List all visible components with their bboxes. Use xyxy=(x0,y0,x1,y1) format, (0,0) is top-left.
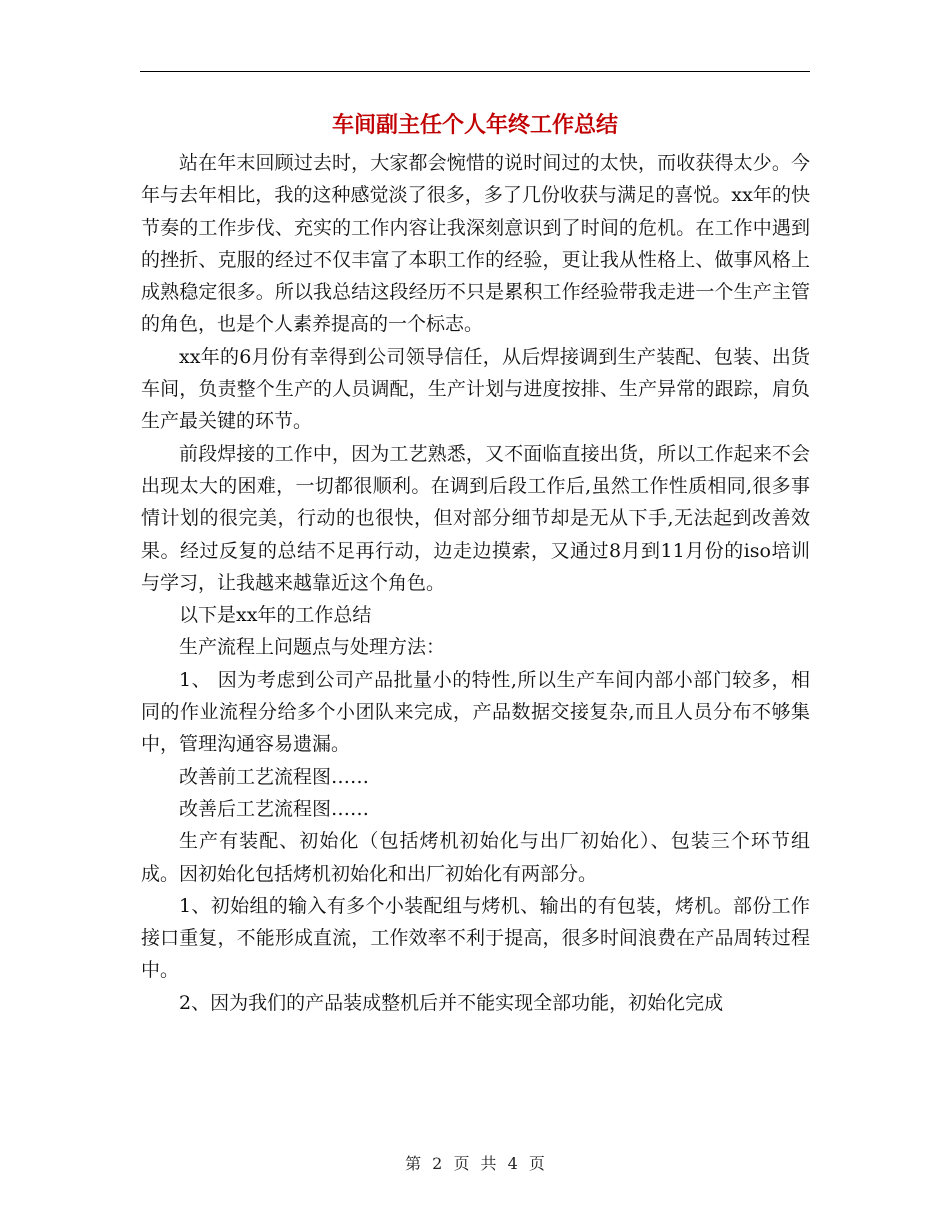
header-rule xyxy=(140,71,810,72)
document-title: 车间副主任个人年终工作总结 xyxy=(331,113,618,138)
paragraph-process-heading: 生产流程上问题点与处理方法： xyxy=(179,636,446,659)
paragraph-production-stages: 生产有装配、初始化（包括烤机初始化与出厂初始化）、包装三个环节组成。因初始化包括烤机初始化和出厂初始化有两部分。 xyxy=(141,830,810,885)
paragraph-june-transfer: xx年的6月份有幸得到公司领导信任，从后焊接调到生产装配、包装、出货车间，负责整个生产的人员调配，生产计划与进度按排、生产异常的跟踪，肩负生产最关键的环节。 xyxy=(141,345,810,433)
paragraph-init-item-2: 2、因为我们的产品装成整机后并不能实现全部功能，初始化完成 xyxy=(179,991,724,1014)
paragraph-before-flowchart: 改善前工艺流程图…… xyxy=(179,765,370,788)
paragraph-item-1: 1、 因为考虑到公司产品批量小的特性,所以生产车间内部小部门较多，相同的作业流程分给多个小团队来完成，产品数据交接复杂,而且人员分布不够集中，管理沟通容易遗漏。 xyxy=(141,668,810,756)
document-body xyxy=(141,147,810,1019)
paragraph-summary-heading: 以下是xx年的工作总结 xyxy=(179,604,372,627)
paragraph-after-flowchart: 改善后工艺流程图…… xyxy=(179,797,370,820)
paragraph-intro: 站在年末回顾过去时，大家都会惋惜的说时间过的太快，而收获得太少。今年与去年相比，我的这种感觉淡了很多，多了几份收获与满足的喜悦。xx年的快节奏的工作步伐、充实的工作内容让我深刻意识到了时间的危机。在工作中遇到的挫折、克服的经过不仅丰富了本职工作的经验，更让我从性格上、做事风格上成熟稳定很多。所以我总结这段经历不只是累积工作经验带我走进一个生产主管的角色，也是个人素养提高的一个标志。 xyxy=(141,152,810,336)
page-footer: 第 2 页 共 4 页 xyxy=(405,1154,545,1173)
paragraph-welding-work: 前段焊接的工作中，因为工艺熟悉，又不面临直接出货，所以工作起来不会出现太大的困难，一切都很顺利。在调到后段工作后,虽然工作性质相同,很多事情计划的很完美，行动的也很快，但对部分细节却是无从下手,无法起到改善效果。经过反复的总结不足再行动，边走边摸索，又通过8月到11月份的iso培训与学习，让我越来越靠近这个角色。 xyxy=(141,442,810,594)
paragraph-init-item-1: 1、初始组的输入有多个小装配组与烤机、输出的有包装，烤机。部份工作接口重复，不能形成直流，工作效率不利于提高，很多时间浪费在产品周转过程中。 xyxy=(141,894,810,982)
